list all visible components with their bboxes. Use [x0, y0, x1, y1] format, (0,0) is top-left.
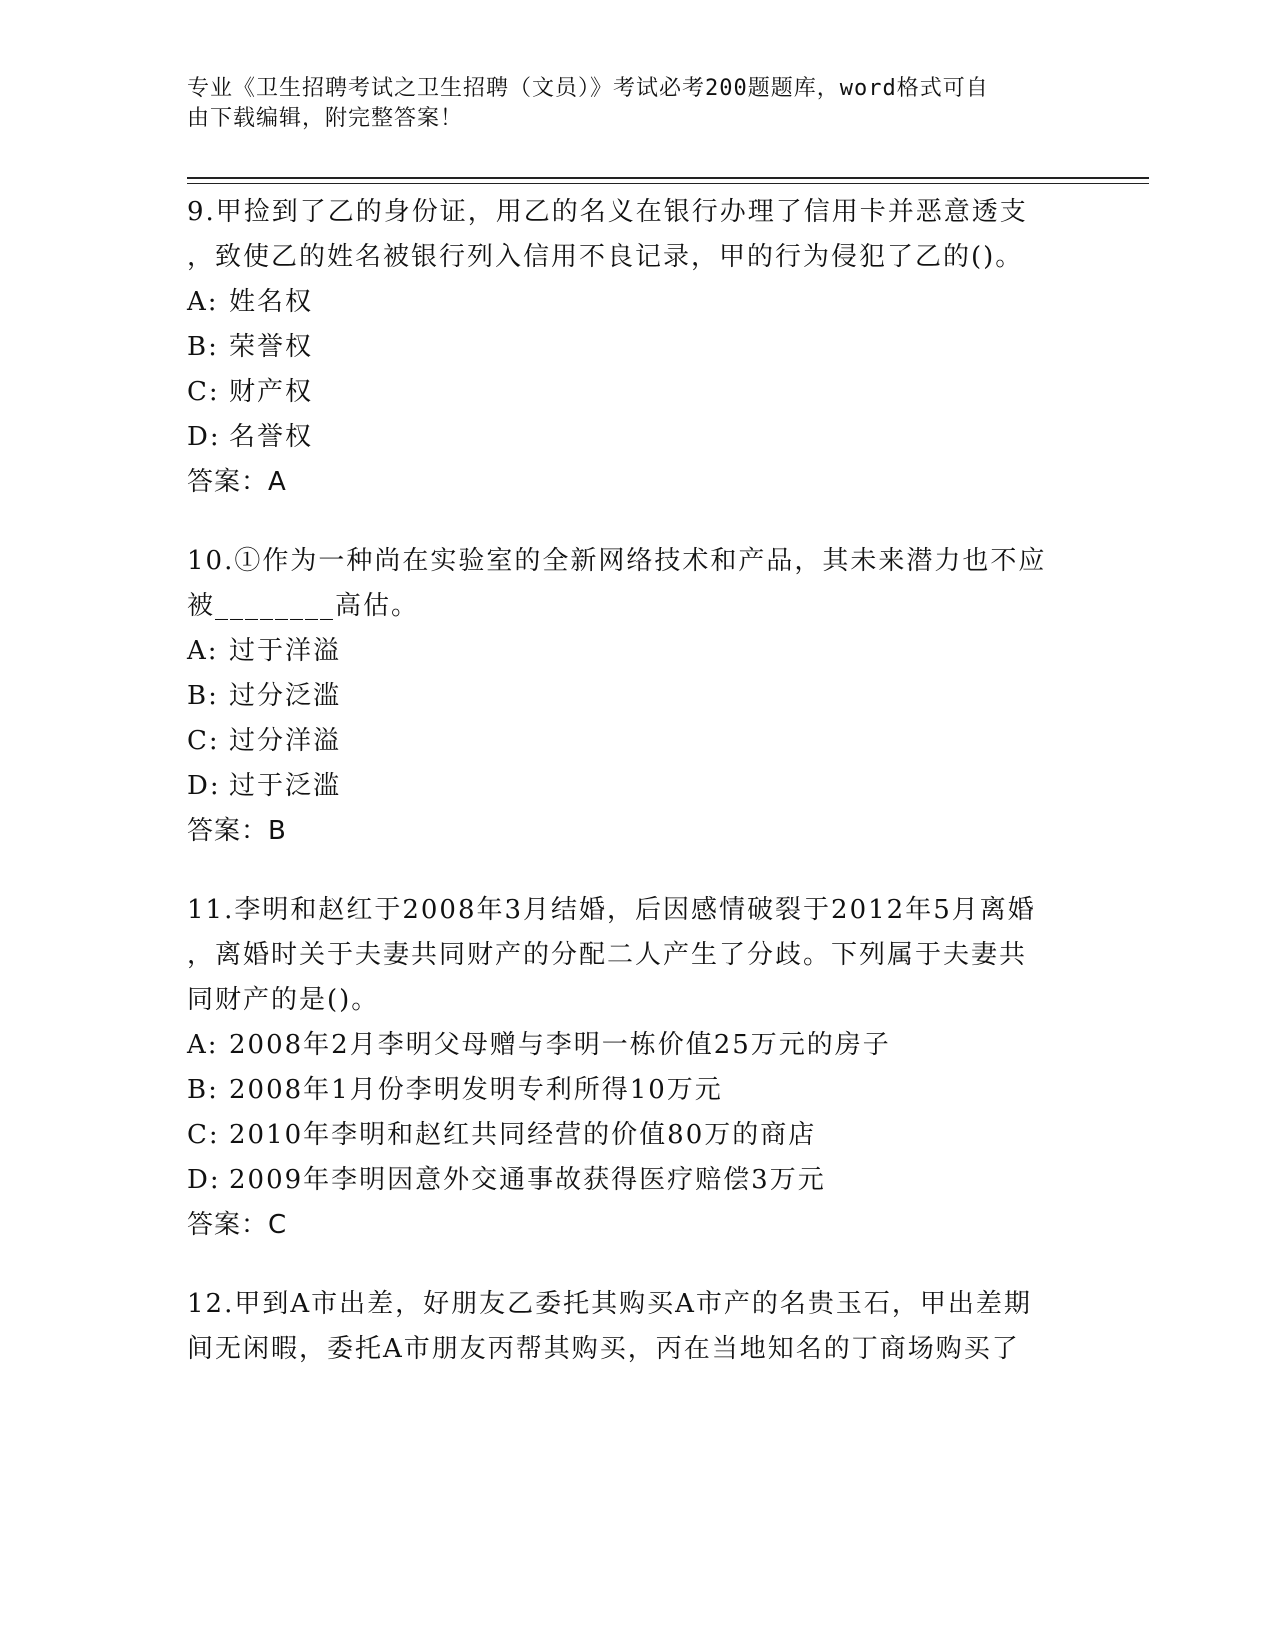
option-c: [187, 370, 1087, 415]
option-letter: A:: [187, 636, 219, 666]
answer-line: 答案：C: [187, 1210, 288, 1240]
option-text: 2010年李明和赵红共同经营的价值80万的商店: [229, 1120, 817, 1150]
question-stem-line: 同财产的是()。: [187, 985, 380, 1015]
answer-line: 答案：A: [187, 467, 287, 497]
option-a: [187, 629, 1087, 674]
question-stem-line: ，致使乙的姓名被银行列入信用不良记录，甲的行为侵犯了乙的()。: [187, 242, 1024, 272]
option-b: [187, 325, 1087, 370]
question-9: [187, 190, 1087, 505]
question-stem-line: 11.李明和赵红于2008年3月结婚，后因感情破裂于2012年5月离婚: [187, 895, 1036, 925]
question-stem-line: 10.①作为一种尚在实验室的全新网络技术和产品，其未来潜力也不应: [187, 546, 1047, 576]
option-letter: D:: [187, 422, 221, 452]
question-11: [187, 888, 1087, 1248]
option-text: 过于泛滥: [229, 771, 342, 801]
option-c: [187, 1113, 1087, 1158]
option-text: 2008年2月李明父母赠与李明一栋价值25万元的房子: [229, 1030, 891, 1060]
option-text: 姓名权: [229, 287, 314, 317]
option-a: [187, 1023, 1087, 1068]
option-text: 2009年李明因意外交通事故获得医疗赔偿3万元: [229, 1165, 826, 1195]
option-letter: B:: [187, 1075, 219, 1105]
document-header: [187, 74, 1067, 134]
option-b: [187, 1068, 1087, 1113]
option-a: [187, 280, 1087, 325]
option-letter: C:: [187, 726, 220, 756]
option-d: [187, 1158, 1087, 1203]
option-text: 名誉权: [229, 422, 314, 452]
option-d: [187, 415, 1087, 460]
header-divider-thin: [187, 183, 1149, 184]
question-12: [187, 1282, 1087, 1372]
option-b: [187, 674, 1087, 719]
option-text: 荣誉权: [229, 332, 314, 362]
question-stem-line: 12.甲到A市出差，好朋友乙委托其购买A市产的名贵玉石，甲出差期: [187, 1289, 1032, 1319]
option-letter: D:: [187, 771, 221, 801]
question-stem-line: 被________高估。: [187, 591, 420, 621]
question-stem-line: ，离婚时关于夫妻共同财产的分配二人产生了分歧。下列属于夫妻共: [187, 940, 1028, 970]
question-stem-line: 间无闲暇，委托A市朋友丙帮其购买，丙在当地知名的丁商场购买了: [187, 1334, 1020, 1364]
header-line-1: 专业《卫生招聘考试之卫生招聘（文员）》考试必考200题题库，word格式可自: [187, 76, 989, 101]
option-letter: C:: [187, 377, 220, 407]
option-text: 过分泛滥: [229, 681, 342, 711]
option-text: 财产权: [229, 377, 314, 407]
header-divider-thick: [187, 177, 1149, 179]
option-letter: A:: [187, 1030, 219, 1060]
option-text: 过于洋溢: [229, 636, 342, 666]
option-d: [187, 764, 1087, 809]
question-list: [187, 190, 1087, 1406]
option-letter: B:: [187, 332, 219, 362]
option-letter: B:: [187, 681, 219, 711]
question-10: [187, 539, 1087, 854]
option-c: [187, 719, 1087, 764]
option-letter: C:: [187, 1120, 220, 1150]
option-text: 2008年1月份李明发明专利所得10万元: [229, 1075, 723, 1105]
option-text: 过分洋溢: [229, 726, 342, 756]
question-stem-line: 9.甲捡到了乙的身份证，用乙的名义在银行办理了信用卡并恶意透支: [187, 197, 1028, 227]
header-line-2: 由下载编辑，附完整答案！: [187, 106, 464, 131]
option-letter: A:: [187, 287, 219, 317]
option-letter: D:: [187, 1165, 221, 1195]
answer-line: 答案：B: [187, 816, 287, 846]
